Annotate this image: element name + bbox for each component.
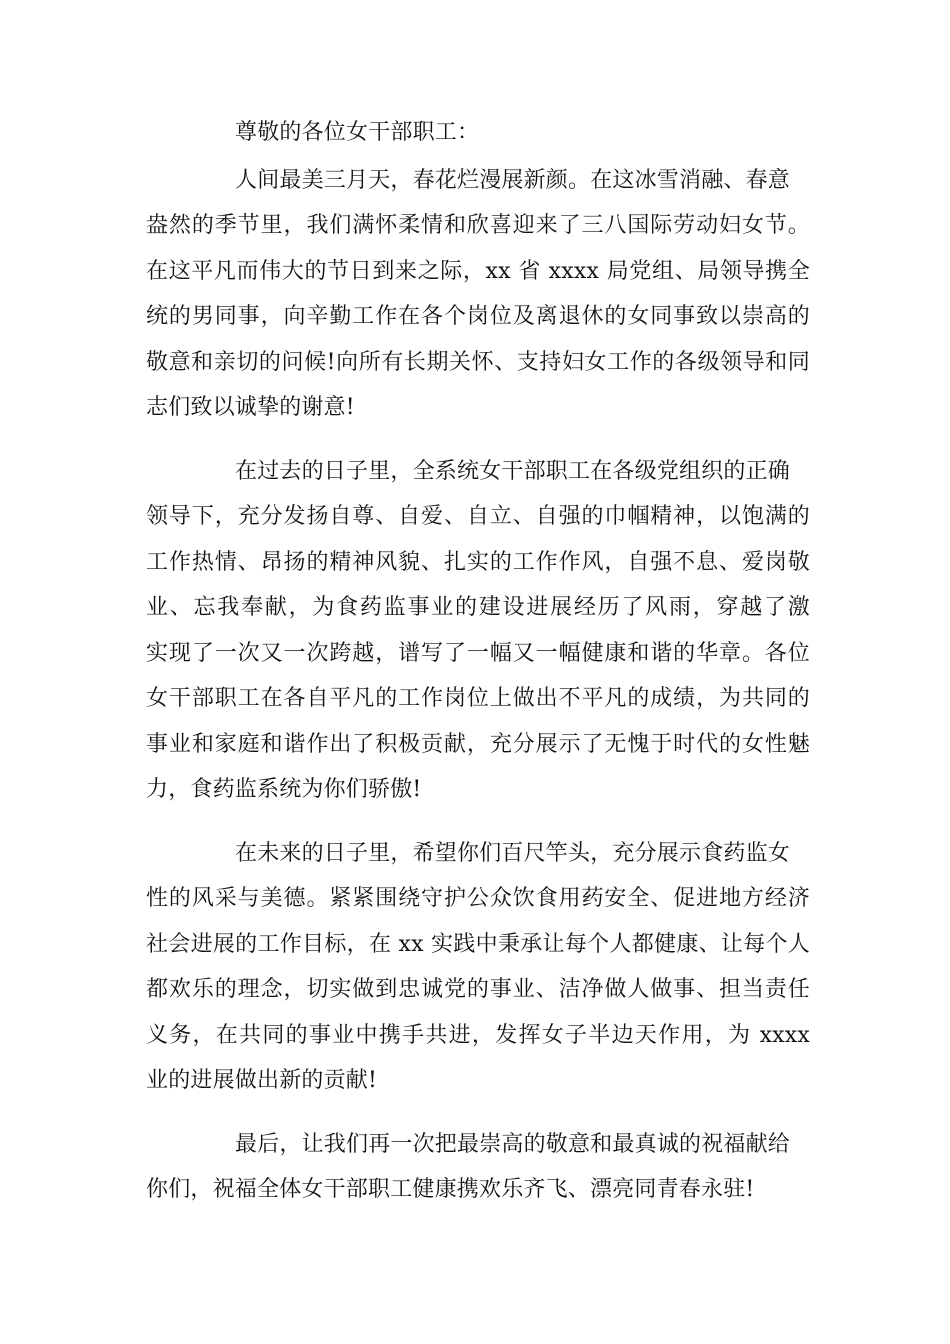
paragraph-line: 领导下，充分发扬自尊、自爱、自立、自强的巾帼精神，以饱满的 (146, 504, 810, 529)
paragraph-4 (146, 1122, 810, 1213)
paragraph-line: 最后，让我们再一次把最崇高的敬意和最真诚的祝福献给 (235, 1131, 791, 1157)
paragraph-line: 你们，祝福全体女干部职工健康携欢乐齐飞、漂亮同青春永驻! (146, 1177, 755, 1202)
paragraph-line: 业、忘我奉献，为食药监事业的建设进展经历了风雨，穿越了激 (146, 595, 810, 620)
paragraph-1 (146, 158, 810, 431)
paragraph-line: 敬意和亲切的问候!向所有长期关怀、支持妇女工作的各级领导和同 (146, 349, 810, 375)
paragraph-line: 力，食药监系统为你们骄傲! (146, 777, 422, 802)
paragraph-line: 盎然的季节里，我们满怀柔情和欣喜迎来了三八国际劳动妇女节。 (146, 213, 810, 238)
paragraph-line: 在这平凡而伟大的节日到来之际，xx 省 xxxx 局党组、局领导携全 (146, 258, 810, 284)
greeting-line: 尊敬的各位女干部职工： (235, 120, 480, 145)
paragraph-3 (146, 831, 810, 1104)
paragraph-gap (146, 813, 810, 831)
paragraph-line: 在过去的日子里，全系统女干部职工在各级党组织的正确 (235, 458, 791, 484)
paragraph-2 (146, 449, 810, 813)
paragraph-line: 女干部职工在各自平凡的工作岗位上做出不平凡的成绩，为共同的 (146, 686, 810, 711)
paragraph-line: 统的男同事，向辛勤工作在各个岗位及离退休的女同事致以崇高的 (146, 304, 810, 329)
paragraph-line: 义务，在共同的事业中携手共进，发挥女子半边天作用，为 xxxx (146, 1022, 810, 1048)
paragraph-line: 业的进展做出新的贡献! (146, 1068, 378, 1093)
paragraph-line: 在未来的日子里，希望你们百尺竿头，充分展示食药监女 (235, 840, 791, 866)
paragraph-line: 性的风采与美德。紧紧围绕守护公众饮食用药安全、促进地方经济 (146, 886, 810, 911)
paragraph-line: 都欢乐的理念，切实做到忠诚党的事业、洁净做人做事、担当责任 (146, 977, 810, 1002)
paragraph-gap (146, 1104, 810, 1122)
paragraph-line: 实现了一次又一次跨越，谱写了一幅又一幅健康和谐的华章。各位 (146, 640, 810, 666)
paragraph-gap (146, 431, 810, 449)
paragraph-line: 事业和家庭和谐作出了积极贡献，充分展示了无愧于时代的女性魅 (146, 731, 810, 757)
paragraph-line: 人间最美三月天，春花烂漫展新颜。在这冰雪消融、春意 (235, 167, 791, 193)
paragraph-line: 工作热情、昂扬的精神风貌、扎实的工作作风，自强不息、爱岗敬 (146, 549, 810, 575)
letter-body (146, 110, 810, 1213)
paragraph-line: 志们致以诚挚的谢意! (146, 395, 355, 420)
paragraph-line: 社会进展的工作目标，在 xx 实践中秉承让每个人都健康、让每个人 (146, 931, 810, 957)
